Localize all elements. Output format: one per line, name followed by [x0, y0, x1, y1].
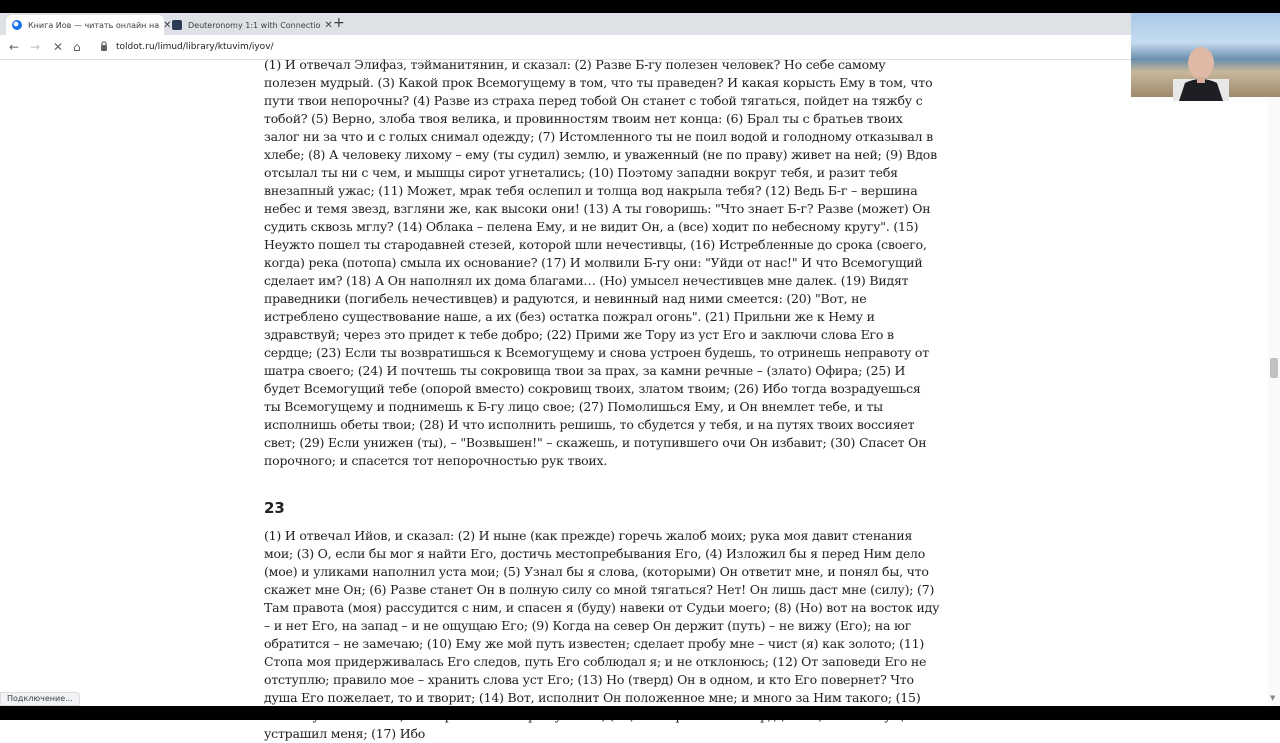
home-icon[interactable]: ⌂ — [73, 40, 81, 54]
book-content — [264, 56, 940, 743]
tab-deuteronomy[interactable] — [166, 15, 333, 35]
tab-iyov[interactable] — [6, 15, 172, 35]
chapter-23-text: (1) И отвечал Ийов, и сказал: (2) И ныне (как прежде) горечь жалоб моих; рука моя давит стенания мои; (3) О, если бы мог я найти Его, достичь местопребывания Его, (4) Изложил бы я перед Ним дело (мое) и уликами наполнил уста мои; (5) Узнал бы я слова, (которыми) Он ответит мне, и понял бы, что скажет мне Он; (6) Разве станет Он в полную силу со мной тягаться? Нет! Он лишь даст мне (силу); (7) Там правота (моя) рассудится с ним, и спасен я (буду) навеки от Судьи моего; (8) (Но) вот на восток иду – и нет Его, на запад – и не ощущаю Его; (9) Когда на север Он держит (путь) – не вижу (Его); на юг обратится – не замечаю; (10) Ему же мой путь известен; сделает пробу мне – чист (я) как золото; (11) Стопа моя придерживалась Его следов, путь Его соблюдал я; и не отклонюсь; (12) От заповеди Его не отступлю; правило мое – хранить слова уст Его; (13) Но (тверд) Он в одном, и кто Его повернет? Что душа Его пожелает, то и творит; (14) Вот, исполнит Он положенное мне; и много за Ним такого; (15) устрашил меня; (17) Ибо — [264, 528, 940, 741]
site-favicon-icon — [172, 20, 182, 30]
stop-loading-icon[interactable]: ✕ — [53, 40, 64, 54]
address-bar-url[interactable]: toldot.ru/limud/library/ktuvim/iyov/ — [116, 42, 274, 52]
scrollbar-thumb[interactable] — [1270, 358, 1278, 378]
site-favicon-icon — [12, 20, 22, 30]
status-bubble: Подключение... — [0, 692, 80, 706]
webcam-overlay — [1131, 13, 1280, 97]
lock-icon[interactable] — [100, 41, 108, 51]
back-arrow-icon[interactable]: ← — [9, 40, 20, 54]
tab-close-icon[interactable]: ✕ — [324, 19, 333, 31]
forward-arrow-icon[interactable]: → — [30, 40, 41, 54]
screen-bottom-bar — [0, 706, 1280, 720]
scroll-down-arrow-icon[interactable]: ▼ — [1270, 694, 1276, 702]
tab-title: Deuteronomy 1:1 with Connectio — [188, 20, 321, 30]
presenter-image — [1171, 41, 1231, 101]
screen-top-bar — [0, 0, 1280, 13]
tab-title: Книга Иов — читать онлайн на — [28, 20, 160, 30]
tab-strip — [0, 13, 1132, 35]
scrollbar-track[interactable] — [1268, 97, 1280, 706]
chapter-23-heading: 23 — [264, 499, 285, 517]
tab-close-icon[interactable]: ✕ — [163, 19, 172, 31]
new-tab-icon[interactable]: + — [333, 15, 345, 31]
chapter-22-text: (1) И отвечал Элифаз, тэйманитянин, и сказал: (2) Разве Б-гу полезен человек? Но себе самому полезен мудрый. (3) Какой прок Всемогущему в том, что ты праведен? И какая корысть Ему в том, что пути твои непорочны? (4) Разве из страха перед тобой Он станет с тобой тягаться, пойдет на тяжбу с тобой? (5) Верно, злоба твоя велика, и провинностям твоим нет конца: (6) Брал ты с братьев твоих залог ни за что и с голых снимал одежду; (7) Истомленного ты не поил водой и голодному отказывал в хлебе; (8) А человеку лихому – ему (ты судил) землю, и уваженный (не по праву) живет на ней; (9) Вдов отсылал ты ни с чем, и мышцы сирот угнетались; (10) Поэтому западни вокруг тебя, и разит тебя внезапный ужас; (11) Может, мрак тебя ослепил и толща вод накрыла тебя? (12) Ведь Б-г – вершина небес и темя звезд, взгляни же, как высоки они! (13) А ты говоришь: "Что знает Б-г? Разве (может) Он судить сквозь мглу? (14) Облака – пелена Ему, и не видит Он, а (все) ходит по небесному кругу". (15) Неужто пошел ты стародавней стезей, которой шли нечестивцы, (16) Истребленные до срока (своего, когда) река (потопа) смыла их основание? (17) И молвили Б-гу они: "Уйди от нас!" И что Всемогущий сделает им? (18) А Он наполнял их дома благами… (Но) умысел нечестивцев мне далек. (19) Видят праведники (погибель нечестивцев) и радуются, и невинный над ними смеется: (20) "Вот, не истреблено существование наше, а их (без) остатка пожрал огонь". (21) Прильни же к Нему и здравствуй; через это придет к тебе добро; (22) Прими же Тору из уст Его и заключи слова Его в сердце; (23) Если ты возвратишься к Всемогущему и снова устроен будешь, то отринешь неправоту от шатра своего; (24) И почтешь ты сокровища твои за прах, за камни речные – (злато) Офира; (25) И будет Всемогущий тебе (опорой вместо) сокровищ твоих, златом твоим; (26) Ибо тогда возрадуешься ты Всемогущему и поднимешь к Б-гу лицо свое; (27) Помолишься Ему, и Он внемлет тебе, и ты исполнишь обеты твои; (28) И что исполнить решишь, то сбудется у тебя, и на путях твоих воссияет свет; (29) Если унижен (ты), – "Возвышен!" – скажешь, и потупившего очи Он избавит; (30) Спасет Он порочного; и спасется тот непорочностью рук твоих. — [264, 57, 937, 468]
